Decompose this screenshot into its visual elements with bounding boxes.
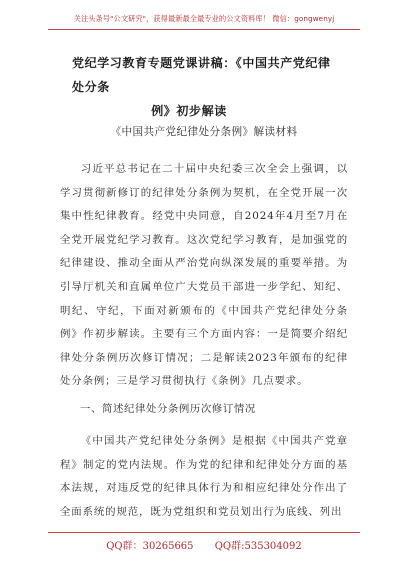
body-section-intro — [60, 158, 348, 394]
body-section-1 — [60, 430, 348, 524]
footer-qq-group-2: QQ群:535304092 — [214, 541, 302, 552]
header-banner: 关注头条号"公文研究"，获得最新最全最专业的公文资料库！ 微信：gongwenyj — [73, 14, 335, 23]
header-divider — [48, 29, 360, 30]
paragraph-section-1: 《中国共产党纪律处分条例》是根据《中国共产党章程》制定的党内法规。作为党的纪律和纪律处分方面的基本法规，对违反党的纪律具体行为和相应纪律处分作出了全面系统的规范，既为党组织和党员划出行为底线、列出 — [60, 435, 348, 518]
document-title-line1: 党纪学习教育专题党课讲稿：《中国共产党纪律处分条 — [72, 56, 331, 94]
footer-divider — [48, 532, 360, 533]
section-heading-1: 一、简述纪律处分条例历次修订情况 — [80, 403, 256, 415]
footer-contact — [0, 537, 408, 552]
document-title-line2: 例》初步解读 — [151, 104, 227, 118]
document-title — [72, 51, 340, 123]
footer-qq-group-1: QQ群：30265665 — [106, 541, 194, 552]
paragraph-intro: 习近平总书记在二十届中央纪委三次全会上强调，以学习贯彻新修订的纪律处分条例为契机，在全党开展一次集中性纪律教育。经党中央同意，自2024年4月至7月在全党开展党纪学习教育。这次党纪学习教育，是加强党的纪律建设、推动全面从严治党向纵深发展的重要举措。为引导厅机关和直属单位广大党员干部进一步学纪、知纪、明纪、守纪，下面对新颁布的《中国共产党纪律处分条例》作初步解读。主要有三个方面内容：一是简要介绍纪律处分条例历次修订情况；二是解读2023年颁布的纪律处分条例；三是学习贯彻执行《条例》几点要求。 — [60, 163, 348, 388]
document-subtitle: 《中国共产党纪律处分条例》解读材料 — [110, 126, 298, 138]
